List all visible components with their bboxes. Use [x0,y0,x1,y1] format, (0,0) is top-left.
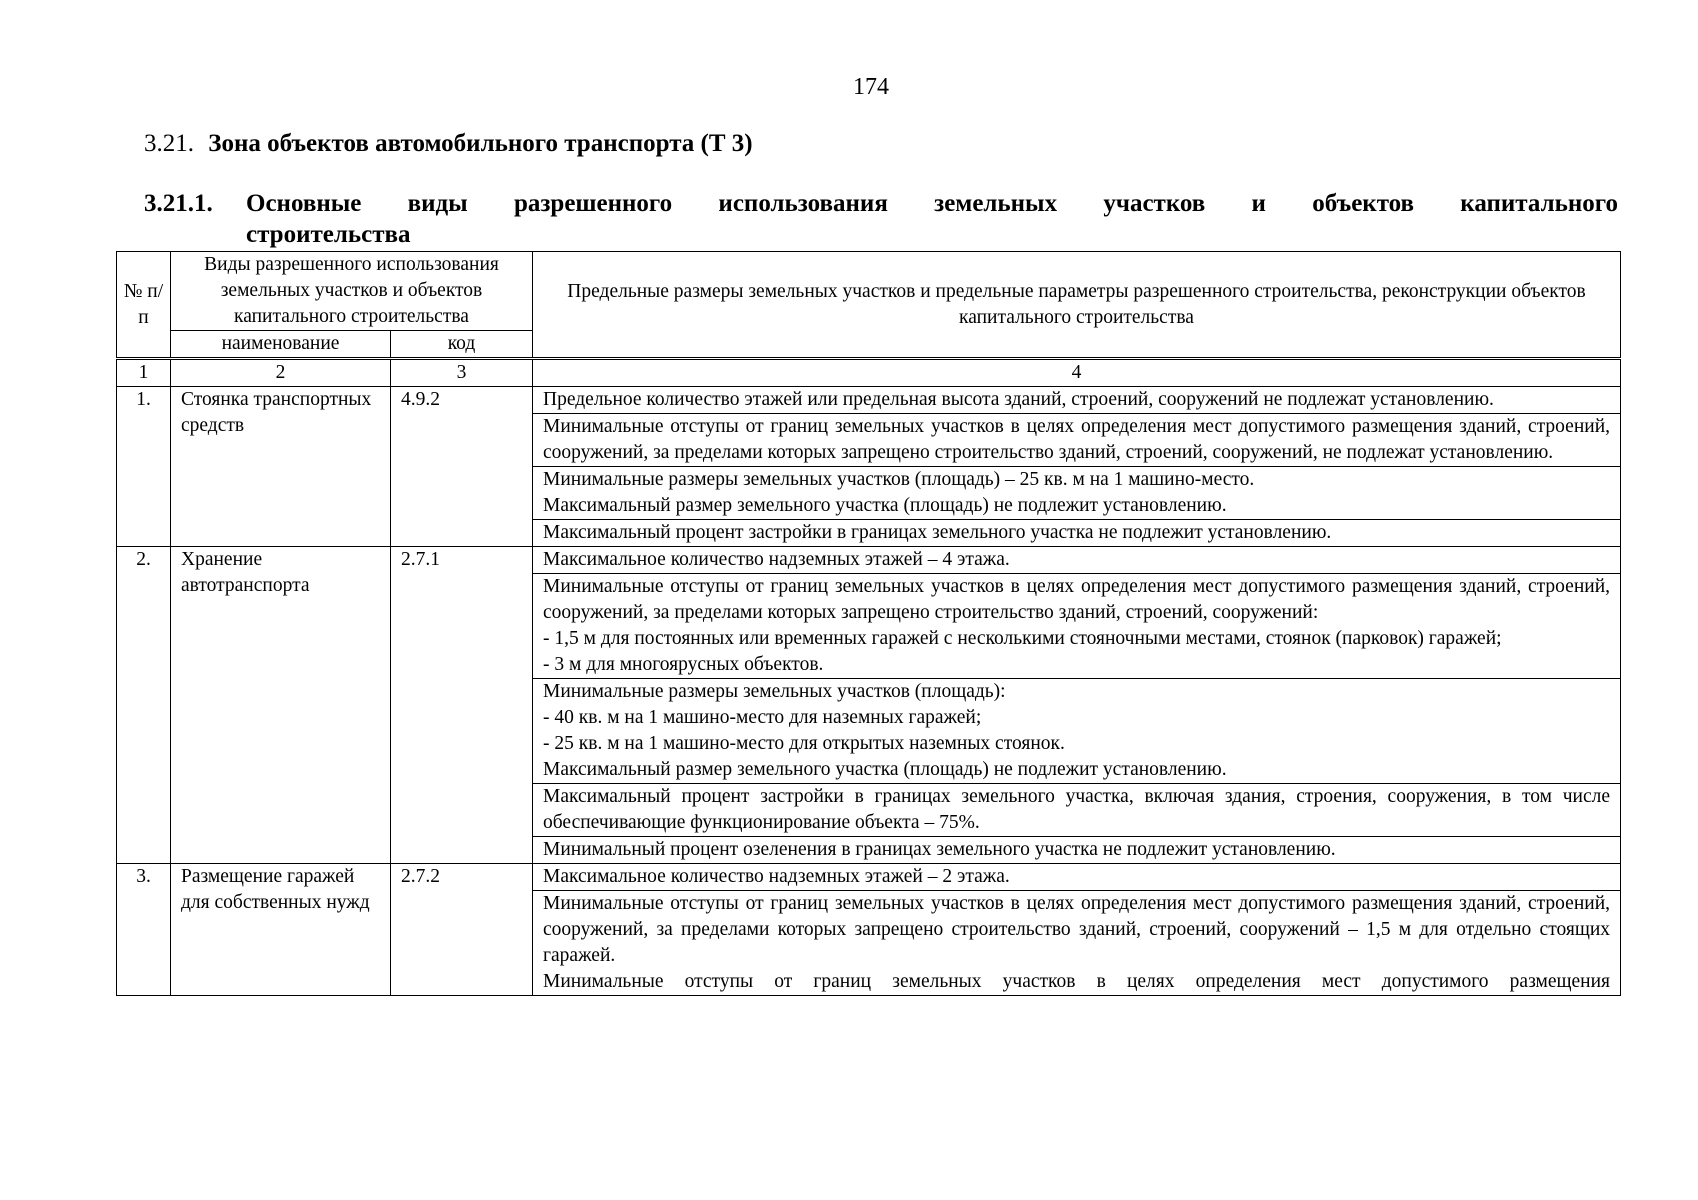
parameter-line: Минимальный процент озеленения в границах земельного участка не подлежит установлению. [543,839,1336,860]
parameter-line: Минимальные отступы от границ земельных участков в целях определения мест допустимого размещения зданий, строений, сооружений, за пределами которых запрещено строительство зданий, строений, сооружений, не подлежат установлению. [543,416,1611,463]
column-number: 1 [117,359,171,387]
table-header-row [117,252,1621,331]
use-code: 2.7.1 [391,547,533,864]
subsection-title-line-2: строительства [246,221,411,248]
header-kinds: Виды разрешенного использования земельных участков и объектов капитального строительства [171,252,533,331]
use-name: Хранение автотранспорта [171,547,391,864]
parameter-cell [533,547,1621,574]
parameter-cell [533,891,1621,996]
column-number: 4 [533,359,1621,387]
parameter-cell [533,837,1621,864]
parameter-line: Минимальные отступы от границ земельных участков в целях определения мест допустимого размещения [543,971,1611,992]
parameter-cell [533,784,1621,837]
header-name: наименование [171,331,391,359]
use-name: Размещение гаражей для собственных нужд [171,864,391,996]
use-name: Стоянка транспортных средств [171,387,391,547]
parameter-line: Максимальный размер земельного участка (площадь) не подлежит установлению. [543,759,1227,780]
parameter-line: Максимальный процент застройки в границах земельного участка, включая здания, строения, сооружения, в том числе обеспечивающие функционирование объекта – 75%. [543,786,1611,833]
row-number: 1. [117,387,171,547]
parameter-cell [533,574,1621,679]
use-code: 2.7.2 [391,864,533,996]
table-row [117,387,1621,414]
parameter-line: Минимальные отступы от границ земельных участков в целях определения мест допустимого размещения зданий, строений, сооружений, за пределами которых запрещено строительство зданий, строений, сооружений – 1,5 м для отдельно стоящих гаражей. [543,893,1611,966]
parameter-line: - 25 кв. м на 1 машино-место для открытых наземных стоянок. [543,733,1065,754]
use-code: 4.9.2 [391,387,533,547]
parameter-cell [533,520,1621,547]
parameter-cell [533,387,1621,414]
section-title: Зона объектов автомобильного транспорта (Т 3) [208,130,753,157]
table-row [117,547,1621,574]
subsection-title-line-1: Основные виды разрешенного использования земельных участков и объектов капитального [246,190,1618,217]
parameter-line: Максимальный процент застройки в границах земельного участка не подлежит установлению. [543,522,1332,543]
parameter-line: Минимальные размеры земельных участков (площадь): [543,681,1006,702]
subsection-heading [144,188,1618,250]
row-number: 3. [117,864,171,996]
page-number: 174 [853,74,889,100]
section-number: 3.21. [144,130,194,157]
column-number: 2 [171,359,391,387]
table-row [117,864,1621,891]
parameter-line: Максимальное количество надземных этажей – 4 этажа. [543,549,1010,570]
subsection-number: 3.21.1. [144,190,213,217]
header-limits: Предельные размеры земельных участков и предельные параметры разрешенного строительства, реконструкции объектов капитального строительства [533,252,1621,359]
regulations-table [116,251,1621,996]
parameter-line: Минимальные размеры земельных участков (площадь) – 25 кв. м на 1 машино-место. [543,469,1255,490]
header-num: № п/п [117,252,171,359]
parameter-cell [533,679,1621,784]
parameter-cell [533,467,1621,520]
row-number: 2. [117,547,171,864]
column-number: 3 [391,359,533,387]
parameter-line: Максимальное количество надземных этажей – 2 этажа. [543,866,1010,887]
column-numbers-row [117,359,1621,387]
subsection-title [246,188,1618,250]
header-code: код [391,331,533,359]
parameter-line: Максимальный размер земельного участка (площадь) не подлежит установлению. [543,495,1227,516]
parameter-line: - 1,5 м для постоянных или временных гаражей с несколькими стояночными местами, стоянок (парковок) гаражей; [543,628,1502,649]
parameter-cell [533,414,1621,467]
section-heading [144,130,753,158]
parameter-line: - 3 м для многоярусных объектов. [543,654,824,675]
parameter-line: - 40 кв. м на 1 машино-место для наземных гаражей; [543,707,982,728]
parameter-line: Минимальные отступы от границ земельных участков в целях определения мест допустимого размещения зданий, строений, сооружений, за пределами которых запрещено строительство зданий, строений, сооружений: [543,576,1611,623]
parameter-cell [533,864,1621,891]
parameter-line: Предельное количество этажей или предельная высота зданий, строений, сооружений не подлежат установлению. [543,389,1494,410]
